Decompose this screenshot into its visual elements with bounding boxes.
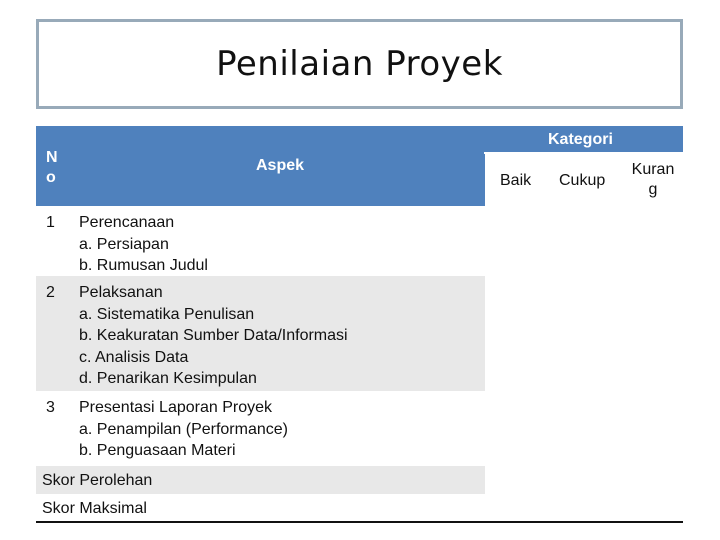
aspek-line: b. Keakuratan Sumber Data/Informasi — [79, 327, 348, 344]
aspek-line: c. Analisis Data — [79, 348, 189, 366]
row-aspek — [79, 282, 348, 390]
skor-perolehan-label: Skor Perolehan — [42, 472, 153, 489]
aspek-line: Pelaksanan — [79, 284, 163, 301]
kategori-column — [485, 206, 683, 522]
title-box — [36, 19, 683, 109]
aspek-line: d. Penarikan Kesimpulan — [79, 370, 257, 387]
assessment-table — [36, 126, 683, 522]
table-header — [36, 126, 683, 206]
header-kurang: Kuran g — [631, 161, 675, 198]
row-number: 1 — [46, 214, 55, 231]
aspek-line: a. Persiapan — [79, 235, 169, 253]
aspek-line: a. Sistematika Penulisan — [79, 305, 255, 323]
header-cukup: Cukup — [559, 172, 606, 189]
aspek-line: Presentasi Laporan Proyek — [79, 399, 272, 416]
aspek-line: b. Penguasaan Materi — [79, 442, 236, 459]
header-baik: Baik — [500, 172, 532, 189]
row-number: 3 — [46, 399, 55, 416]
aspek-line: a. Penampilan (Performance) — [79, 420, 288, 438]
aspek-line: b. Rumusan Judul — [79, 257, 208, 274]
kategori-subheader — [485, 154, 683, 206]
aspek-line: Perencanaan — [79, 214, 175, 231]
row-number: 2 — [46, 284, 55, 301]
skor-maksimal-label: Skor Maksimal — [42, 500, 147, 517]
page-title: Penilaian Proyek — [216, 44, 503, 84]
header-aspek: Aspek — [256, 157, 305, 174]
header-no: N o — [46, 149, 58, 186]
row-aspek — [79, 397, 288, 462]
table-bottom-border — [36, 521, 683, 523]
header-kategori: Kategori — [548, 131, 613, 148]
row-aspek — [79, 212, 208, 277]
